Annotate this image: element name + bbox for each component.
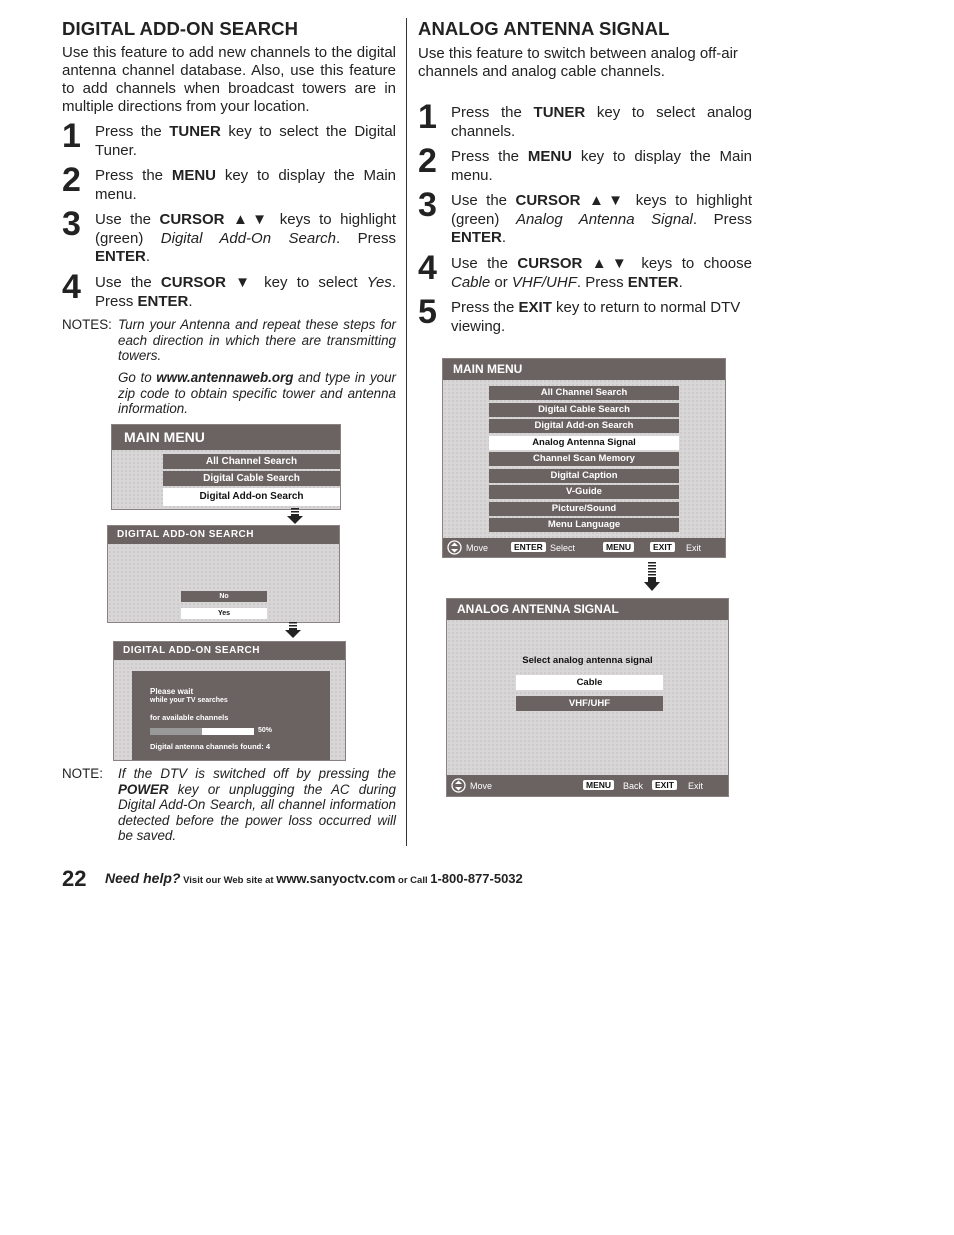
phone-number: 1-800-877-5032	[430, 871, 523, 886]
wait-text: Please wait	[150, 687, 194, 696]
option-no[interactable]: No	[181, 591, 267, 602]
progress-bar	[150, 728, 254, 735]
screen-title: DIGITAL ADD-ON SEARCH	[108, 526, 339, 544]
power-note-text: If the DTV is switched off by pressing the POWER key or unplugging the AC during Digital Add-On Search, all channel information detected before the power loss occurred will be saved.	[118, 766, 396, 843]
screen-title: ANALOG ANTENNA SIGNAL	[447, 599, 728, 620]
section-heading-analog-antenna: ANALOG ANTENNA SIGNAL	[418, 18, 670, 39]
step-text: Use the CURSOR ▲▼ keys to highlight (green) Analog Antenna Signal. Press ENTER.	[451, 192, 752, 246]
step-text: Press the TUNER key to select the Digital Tuner.	[95, 123, 396, 159]
step-text: Use the CURSOR ▲▼ keys to highlight (green) Digital Add-On Search. Press ENTER.	[95, 211, 396, 265]
step-number: 5	[418, 293, 437, 331]
step-text: Press the EXIT key to return to normal DTV viewing.	[451, 299, 741, 335]
screen-title: DIGITAL ADD-ON SEARCH	[114, 642, 345, 660]
main-menu-screen	[442, 358, 726, 558]
exit-label: Exit	[686, 543, 702, 553]
analog-antenna-signal-screen	[446, 598, 729, 797]
menu-item[interactable]: Digital Add-on Search	[489, 419, 679, 433]
search-progress-screen	[113, 641, 346, 761]
exit-key[interactable]: EXIT	[650, 542, 675, 552]
step-number: 2	[418, 142, 437, 180]
step-number: 4	[418, 249, 437, 287]
note-antennaweb: Go to www.antennaweb.org and type in your zip code to obtain specific tower and antenna information.	[118, 370, 396, 416]
signal-prompt: Select analog antenna signal	[522, 655, 653, 666]
select-label: Select	[550, 543, 576, 553]
menu-key[interactable]: MENU	[583, 780, 614, 790]
option-vhf-uhf[interactable]: VHF/UHF	[516, 696, 663, 711]
menu-item[interactable]: All Channel Search	[163, 454, 340, 469]
main-menu-screen-partial	[111, 424, 341, 510]
step-number: 3	[418, 186, 437, 224]
screen-title: MAIN MENU	[112, 425, 340, 450]
menu-item[interactable]: Digital Cable Search	[163, 471, 340, 486]
progress-fill	[150, 728, 202, 735]
progress-panel	[132, 671, 330, 760]
move-label: Move	[470, 781, 493, 791]
step-text: Press the TUNER key to select analog channels.	[451, 104, 752, 140]
menu-item[interactable]: Menu Language	[489, 518, 679, 532]
progress-percent: 50%	[258, 727, 273, 734]
column-divider	[406, 18, 407, 846]
move-icon	[447, 540, 462, 555]
available-text: for available channels	[150, 713, 229, 722]
screen-title: MAIN MENU	[443, 359, 725, 380]
exit-key[interactable]: EXIT	[652, 780, 677, 790]
step-number: 4	[62, 268, 81, 306]
notes-block	[62, 317, 396, 417]
need-help: Need help?	[105, 870, 181, 886]
menu-item[interactable]: Picture/Sound	[489, 502, 679, 516]
down-arrow-icon	[286, 508, 304, 525]
screen-footer	[447, 775, 728, 796]
option-yes[interactable]: Yes	[181, 608, 267, 619]
step-text: Use the CURSOR ▲▼ keys to choose Cable or VHF/UHF. Press ENTER.	[451, 255, 752, 291]
move-label: Move	[466, 543, 489, 553]
page-number: 22	[62, 866, 87, 891]
menu-key[interactable]: MENU	[603, 542, 634, 552]
searching-text: while your TV searches	[150, 697, 228, 704]
step-text: Press the MENU key to display the Main menu.	[95, 167, 397, 203]
menu-item-selected[interactable]: Digital Add-on Search	[163, 488, 340, 506]
step-text: Use the CURSOR ▼ key to select Yes. Press ENTER.	[95, 274, 396, 310]
note-antenna: Turn your Antenna and repeat these steps for each direction in which there are transmitting towers.	[118, 317, 396, 363]
menu-item[interactable]: Analog Antenna Signal	[489, 436, 679, 450]
down-arrow-icon	[284, 622, 302, 639]
step-number: 1	[418, 98, 437, 136]
step-number: 3	[62, 205, 81, 243]
back-label: Back	[623, 781, 644, 791]
step-number: 1	[62, 117, 81, 155]
menu-item[interactable]: Digital Cable Search	[489, 403, 679, 417]
step-number: 2	[62, 161, 81, 199]
exit-label: Exit	[688, 781, 704, 791]
antennaweb-link[interactable]: www.antennaweb.org	[156, 370, 294, 385]
power-note	[62, 766, 396, 848]
intro-text: Use this feature to add new channels to the digital antenna channel database. Also, use this feature to add channels when broadcast towers are in multiple directions from your location.	[62, 44, 396, 115]
notes-label: NOTES:	[62, 317, 112, 332]
channels-found: Digital antenna channels found: 4	[150, 742, 271, 751]
down-arrow-icon	[643, 562, 661, 592]
section-heading-digital-add-on: DIGITAL ADD-ON SEARCH	[62, 18, 299, 39]
intro-text: Use this feature to switch between analog off-air channels and analog cable channels.	[418, 45, 738, 80]
website-link[interactable]: www.sanyoctv.com	[276, 871, 396, 886]
menu-item[interactable]: All Channel Search	[489, 386, 679, 400]
move-icon	[451, 778, 466, 793]
step-text: Press the MENU key to display the Main menu.	[451, 148, 753, 184]
menu-item[interactable]: Digital Caption	[489, 469, 679, 483]
help-line: Need help? Visit our Web site at www.sanyoctv.com or Call 1-800-877-5032	[105, 870, 523, 886]
screen-footer	[443, 538, 725, 557]
option-cable[interactable]: Cable	[516, 675, 663, 690]
enter-key[interactable]: ENTER	[511, 542, 546, 552]
menu-item[interactable]: V-Guide	[489, 485, 679, 499]
digital-add-on-screen	[107, 525, 340, 623]
note-label: NOTE:	[62, 766, 103, 781]
menu-item[interactable]: Channel Scan Memory	[489, 452, 679, 466]
